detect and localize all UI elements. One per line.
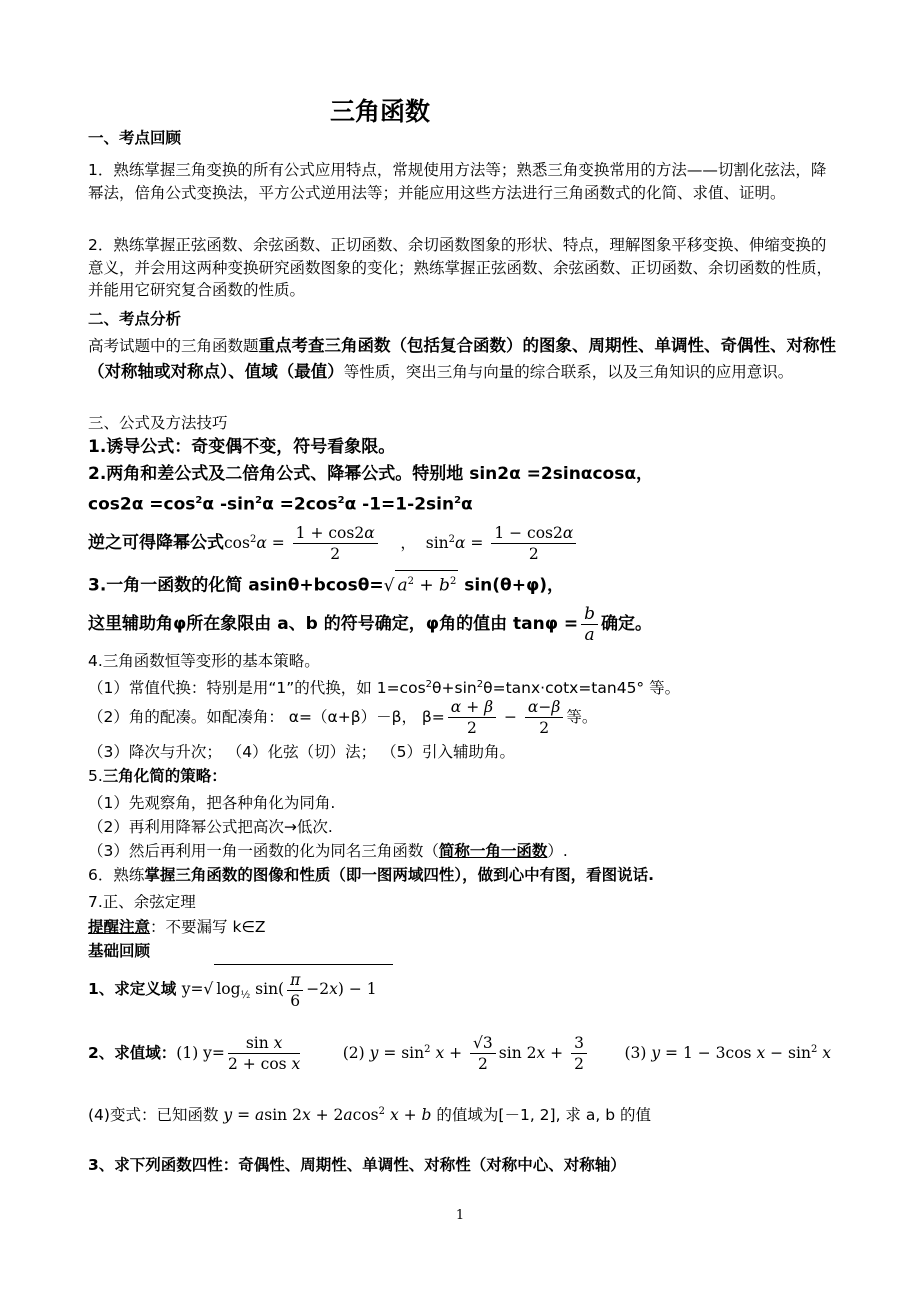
question-2-variant: (4)变式：已知函数 y = asin 2x + 2acos$^2$ x + b 的值域为[－1, 2], 求 a, b 的值 — [88, 1106, 651, 1125]
graph-properties-note: 6．熟练掌握三角函数的图像和性质（即一图两域四性），做到心中有图，看图说话. — [88, 866, 655, 884]
page-title: 三角函数 — [329, 97, 430, 126]
formula-power-reduction: 逆之可得降幂公式$\cos^2\alpha$ = $\frac{1 + \cos 2\alpha}{2}$ ， $\sin^2\alpha$ = $\frac{1 - \cos 2\alpha}{2}$ — [88, 518, 579, 565]
reminder: 提醒注意：不要漏写 k∈Z — [88, 918, 266, 936]
simplification-step-3: （3）然后再利用一角一函数的化为同名三角函数（简称一角一函数）. — [88, 842, 568, 860]
page-number: 1 — [455, 1208, 465, 1223]
question-3-properties: 3、求下列函数四性：奇偶性、周期性、单调性、对称性（对称中心、对称轴） — [88, 1156, 626, 1174]
auxiliary-angle-note: 这里辅助角φ所在象限由 a、b 的符号确定，φ角的值由 tanφ = $\frac{b}{a}$ 确定。 — [88, 603, 653, 645]
question-1-domain: 1、求定义域 y=√ $\log_{\frac{1}{2}} \sin$( $\frac{\pi}{6}$ −2x) − 1 — [88, 964, 393, 1020]
basic-review-heading: 基础回顾 — [88, 942, 151, 960]
formula-auxiliary-angle: 3.一角一函数的化简 asinθ+bcosθ=√ $a^2 + b^2$ sin(θ+φ)， — [88, 570, 564, 597]
section-2-heading: 二、考点分析 — [88, 310, 182, 328]
analysis-tail: 等性质，突出三角与向量的综合联系，以及三角知识的应用意识。 — [343, 363, 794, 381]
strategy-constant-substitution: （1）常值代换：特别是用“1”的代换，如 $1=\cos^2\theta+\sin^2\theta=\tan x\cdot\cot x=\tan 45^\circ$ 等。 — [88, 679, 681, 698]
section-1-paragraph-2: 2．熟练掌握正弦函数、余弦函数、正切函数、余切函数图象的形状、特点，理解图象平移变换、伸缩变换的意义，并会用这两种变换研究函数图象的变化；熟练掌握正弦函数、余弦函数、正切函数、余切函数的性质，并能用它研究复合函数的性质。 — [88, 236, 833, 299]
formula-double-angle: $\cos 2\alpha =\cos^2\alpha$ $-\sin^2\alpha =2\cos^2\alpha$ $-1=1-2\sin^2\alpha$ — [88, 494, 473, 515]
simplification-step-1: （1）先观察角，把各种角化为同角. — [88, 794, 336, 812]
formula-sum-difference: 2.两角和差公式及二倍角公式、降幂公式。特别地 sin2α =2sinαcosα， — [88, 464, 654, 484]
strategy-misc: （3）降次与升次； （4）化弦（切）法； （5）引入辅助角。 — [88, 743, 515, 761]
question-2-range: 2、求值域：(1) y= $\frac{\text{sin x}}{\text{2 + cos x}}$ (2) $y = \sin^2 x$ + $\frac{√3}{2}$ sin 2x + $\frac{3}{2}$ (3) y = 1 − 3cos $x - \sin^2 x$ — [88, 1034, 831, 1074]
simplification-step-2: （2）再利用降幂公式把高次→低次. — [88, 818, 333, 836]
strategy-heading: 4.三角函数恒等变形的基本策略。 — [88, 652, 320, 670]
formula-induction: 1.诱导公式：奇变偶不变，符号看象限。 — [88, 437, 396, 457]
analysis-key-points: 重点考查三角函数（包括复合函数）的图象、周期性、单调性、奇偶性、对称性（对称轴或对称点）、值域（最值） — [88, 336, 837, 381]
section-2-paragraph — [88, 333, 836, 385]
law-of-sines-cosines: 7.正、余弦定理 — [88, 893, 196, 911]
section-3-heading: 三、公式及方法技巧 — [88, 414, 228, 432]
analysis-intro: 高考试题中的三角函数题 — [88, 337, 259, 355]
strategy-angle-combination: （2）角的配凑。如配凑角： α=（α+β）－β， β= $\frac{\alpha + \beta}{2}$ − $\frac{\alpha-\beta}{2}$ 等。 — [88, 698, 598, 737]
section-1-heading: 一、考点回顾 — [88, 129, 182, 147]
simplification-heading: 5.三角化简的策略： — [88, 767, 227, 785]
section-1-paragraph-1: 1．熟练掌握三角变换的所有公式应用特点，常规使用方法等；熟悉三角变换常用的方法——切割化弦法，降幂法，倍角公式变换法，平方公式逆用法等；并能应用这些方法进行三角函数式的化简、求值、证明。 — [88, 161, 827, 202]
